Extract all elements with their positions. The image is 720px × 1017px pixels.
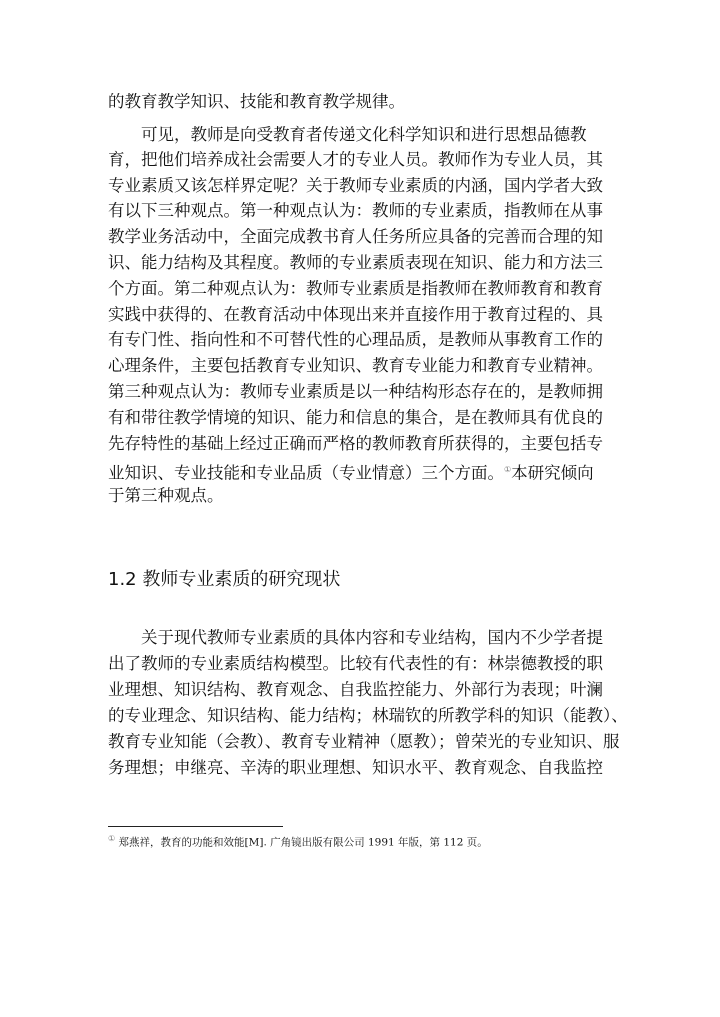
footnote-divider <box>108 826 283 827</box>
paragraph-line: 实践中获得的、在教育活动中体现出来并直接作用于教育过程的、具 <box>108 305 603 324</box>
paragraph-line: 教育专业知能（会教）、教育专业精神（愿教）；曾荣光的专业知识、服 <box>108 732 620 751</box>
paragraph-line: 有和带往教学情境的知识、能力和信息的集合，是在教师具有优良的 <box>108 408 603 427</box>
paragraph-line: 心理条件，主要包括教育专业知识、教育专业能力和教育专业精神。 <box>108 356 603 375</box>
footnote-reference[interactable]: ① <box>504 465 512 474</box>
paragraph-line: 于第三种观点。 <box>108 486 224 505</box>
paragraph-line: 有专门性、指向性和不可替代性的心理品质，是教师从事教育工作的 <box>108 330 603 349</box>
paragraph-line: 教学业务活动中，全面完成教书育人任务所应具备的完善而合理的知 <box>108 227 603 246</box>
paragraph-line: 个方面。第二种观点认为：教师专业素质是指教师在教师教育和教育 <box>108 279 603 298</box>
paragraph-line: 先存特性的基础上经过正确而严格的教师教育所获得的，主要包括专 <box>108 434 603 453</box>
paragraph-line: 务理想；申继亮、辛涛的职业理想、知识水平、教育观念、自我监控 <box>108 758 603 777</box>
paragraph-line: 的专业理念、知识结构、能力结构；林瑞钦的所教学科的知识（能教）、 <box>108 706 628 725</box>
paragraph-line: 业理想、知识结构、教育观念、自我监控能力、外部行为表现；叶澜 <box>108 680 603 699</box>
footnote-marker: ① <box>108 834 116 843</box>
paragraph-line: 专业素质又该怎样界定呢？关于教师专业素质的内涵，国内学者大致 <box>108 176 603 195</box>
paragraph-line: 的教育教学知识、技能和教育教学规律。 <box>108 92 405 111</box>
section-heading: 1.2 教师专业素质的研究现状 <box>108 569 341 590</box>
paragraph-line: 出了教师的专业素质结构模型。比较有代表性的有：林崇德教授的职 <box>108 654 603 673</box>
paragraph-line: 有以下三种观点。第一种观点认为：教师的专业素质，指教师在从事 <box>108 201 603 220</box>
footnote <box>108 832 618 850</box>
paragraph-line: 关于现代教师专业素质的具体内容和专业结构，国内不少学者提 <box>141 628 603 647</box>
paragraph-line: 第三种观点认为：教师专业素质是以一种结构形态存在的，是教师拥 <box>108 382 603 401</box>
paragraph-line: 育，把他们培养成社会需要人才的专业人员。教师作为专业人员，其 <box>108 150 603 169</box>
footnote-text: 郑燕祥，教育的功能和效能[M]. 广角镜出版有限公司 1991 年版，第 112 页。 <box>118 836 488 849</box>
paragraph-line: 可见，教师是向受教育者传递文化科学知识和进行思想品德教 <box>141 125 587 144</box>
paragraph-line <box>108 460 618 484</box>
paragraph-line: 识、能力结构及其程度。教师的专业素质表现在知识、能力和方法三 <box>108 253 603 272</box>
paragraph-text: 业知识、专业技能和专业品质（专业情意）三个方面。 <box>108 463 504 483</box>
paragraph-text: 本研究倾向 <box>511 463 594 483</box>
